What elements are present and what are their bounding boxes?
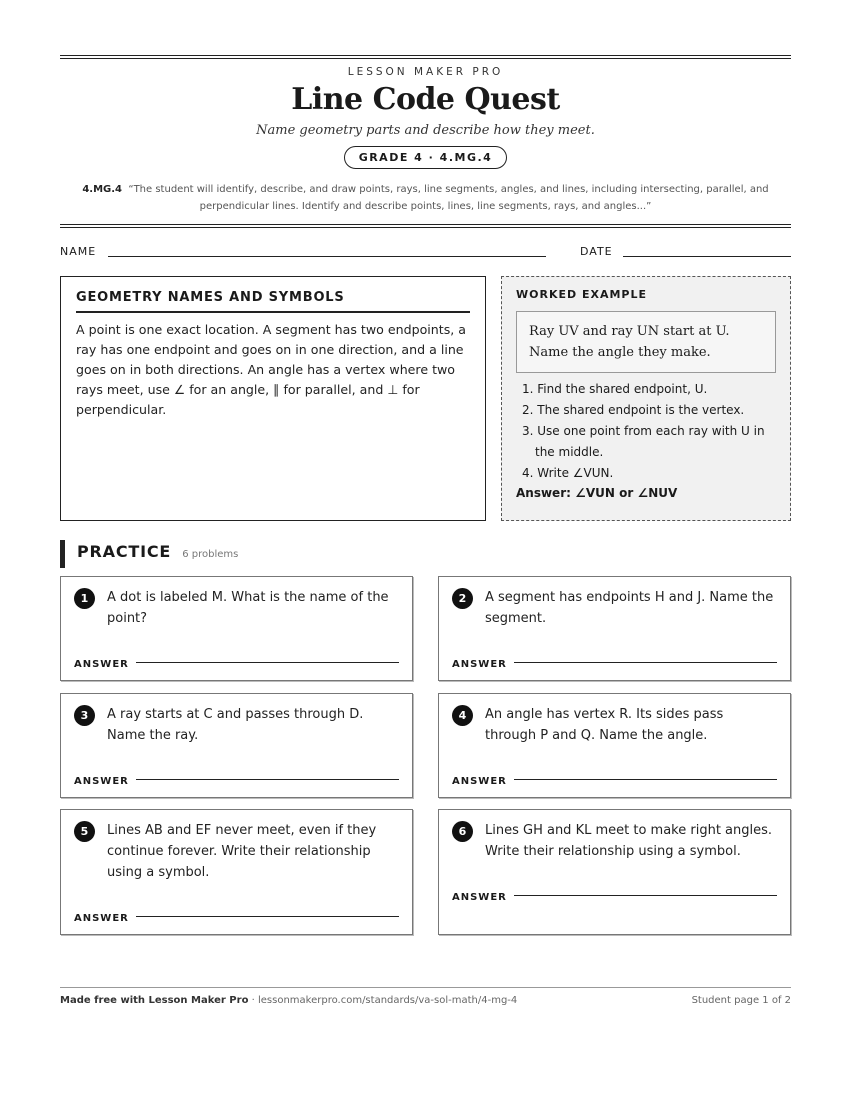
answer-row [452,652,777,670]
answer-field[interactable] [514,662,777,663]
answer-label: ANSWER [452,776,507,787]
geometry-names-body: A point is one exact location. A segment has two endpoints, a ray has one endpoint and goes on in one direction, and a line goes on in both directions. An angle has a vertex where two rays meet, use ∠ for an angle, ∥ for parallel, and ⊥ for perpendicular. [76,322,466,417]
problem-card-3 [60,693,413,798]
answer-row [74,906,399,924]
answer-row [74,769,399,787]
practice-count: 6 problems [182,549,239,560]
worksheet-title: Line Code Quest [291,82,560,117]
date-label: DATE [580,245,613,258]
geometry-names-title: GEOMETRY NAMES AND SYMBOLS [76,290,470,313]
problem-number: 5 [74,821,95,842]
problem-card-4 [438,693,791,798]
footer-url[interactable]: · lessonmakerpro.com/standards/va-sol-math/4-mg-4 [248,995,518,1006]
problem-card-6 [438,809,791,935]
worked-example-title: WORKED EXAMPLE [516,288,647,301]
worked-step: 4. Write ∠VUN. [522,466,614,480]
worksheet-subtitle: Name geometry parts and describe how they meet. [256,123,595,138]
problem-number: 3 [74,705,95,726]
problem-number: 4 [452,705,473,726]
name-field[interactable] [108,256,546,257]
standard-code: 4.MG.4 [82,184,123,195]
answer-label: ANSWER [74,659,129,670]
answer-label: ANSWER [452,892,507,903]
problem-card-2 [438,576,791,681]
answer-label: ANSWER [452,659,507,670]
problem-text: A dot is labeled M. What is the name of the point? [107,590,389,626]
answer-field[interactable] [514,779,777,780]
answer-label: ANSWER [74,776,129,787]
problem-text: A ray starts at C and passes through D. Name the ray. [107,707,364,743]
worked-step: 2. The shared endpoint is the vertex. [522,403,745,417]
standard-description [60,181,791,215]
practice-title: PRACTICE [77,542,172,561]
worked-step: 1. Find the shared endpoint, U. [522,382,708,396]
footer-rule [60,987,791,988]
problem-text: Lines AB and EF never meet, even if they continue forever. Write their relationship using a symbol. [107,823,377,880]
problem-card-1 [60,576,413,681]
problem-text: An angle has vertex R. Its sides pass through P and Q. Name the angle. [485,707,724,743]
answer-field[interactable] [136,916,399,917]
header-bottom-rule [60,224,791,228]
publisher-eyebrow: LESSON MAKER PRO [347,66,504,78]
student-info-row [60,245,791,261]
answer-label: ANSWER [74,913,129,924]
standard-text: “The student will identify, describe, and draw points, rays, line segments, angles, and lines, including intersecting, parallel, and perpendicular lines. Identify and describe points, lines, line segments, rays, and angles...” [128,184,769,212]
problem-number: 6 [452,821,473,842]
problem-text: Lines GH and KL meet to make right angles. Write their relationship using a symbol. [485,823,773,859]
worked-example-answer: Answer: ∠VUN or ∠NUV [516,486,678,500]
worked-step: 3. Use one point from each ray with U in the middle. [522,424,765,459]
footer-page-number: Student page 1 of 2 [691,995,791,1006]
worksheet-header [60,66,791,169]
worksheet-page [60,0,791,1100]
date-field[interactable] [623,256,791,257]
answer-row [452,885,777,903]
answer-field[interactable] [136,779,399,780]
worked-example-box [501,276,791,521]
name-label: NAME [60,245,97,258]
grade-standard-badge: GRADE 4 · 4.MG.4 [344,146,508,169]
answer-row [74,652,399,670]
problem-number: 1 [74,588,95,609]
problem-number: 2 [452,588,473,609]
footer-brand: Made free with Lesson Maker Pro [60,995,249,1006]
problem-card-5 [60,809,413,935]
page-footer [60,995,791,1006]
header-top-rule [60,55,791,59]
answer-row [452,769,777,787]
practice-heading [60,540,238,568]
answer-field[interactable] [136,662,399,663]
problem-text: A segment has endpoints H and J. Name the segment. [485,590,774,626]
worked-example-prompt: Ray UV and ray UN start at U. Name the angle they make. [516,311,776,373]
geometry-names-box [60,276,486,521]
answer-field[interactable] [514,895,777,896]
worked-example-steps [516,379,776,484]
